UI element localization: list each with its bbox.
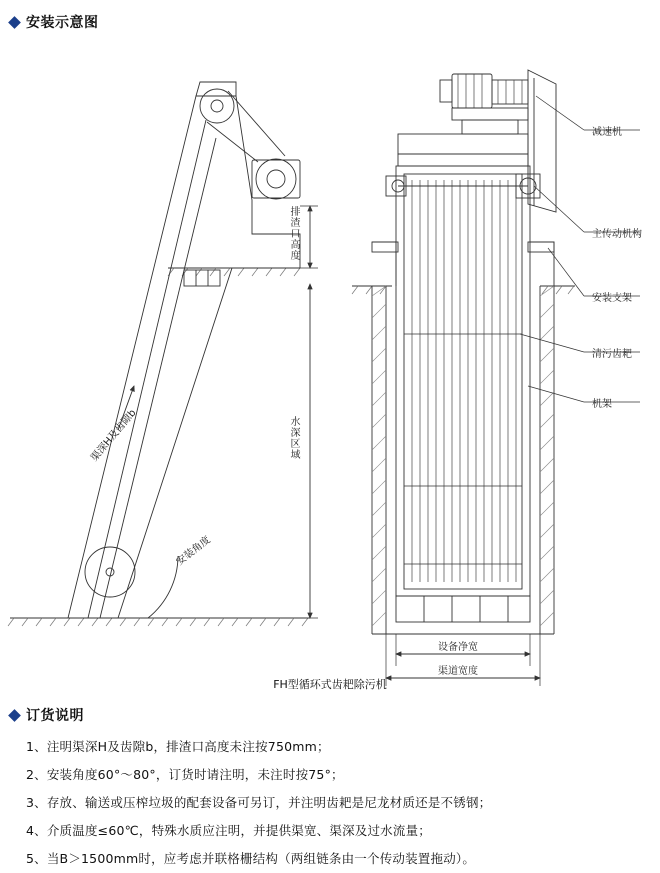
label-discharge-height: 排渣口高度: [288, 206, 299, 261]
label-install-angle: 安装角度: [174, 534, 213, 568]
list-item: 1、注明渠深H及齿隙b，排渣口高度未注按750mm；: [26, 739, 330, 754]
label-water-depth: 水深区域: [288, 416, 299, 460]
list-item: 4、介质温度≤60℃，特殊水质应注明，并提供渠宽、渠深及过水流量；: [26, 823, 431, 838]
order-notes-heading: [10, 705, 84, 725]
figure-caption: FH型循环式齿耙除污机: [273, 678, 387, 691]
install-diagram-heading: [10, 12, 99, 32]
install-diagram-title: 安装示意图: [26, 15, 99, 31]
label-equipment-width: 设备净宽: [438, 642, 478, 653]
installation-drawing: [0, 34, 660, 699]
list-item: 3、存放、输送或压榨垃圾的配套设备可另订，并注明齿耙是尼龙材质还是不锈钢；: [26, 795, 492, 810]
label-rake: 清污齿耙: [592, 349, 632, 360]
label-channel-depth: 渠深H及齿隙b: [89, 407, 139, 464]
label-main-drive: 主传动机构: [592, 229, 642, 240]
diagram-area: [0, 34, 660, 699]
diamond-bullet-icon: [8, 16, 21, 29]
label-frame: 机架: [592, 399, 612, 410]
list-item: 5、当B＞1500mm时，应考虑并联格栅结构（两组链条由一个传动装置拖动）。: [26, 851, 476, 866]
order-notes-title: 订货说明: [26, 708, 84, 724]
label-reducer: 减速机: [592, 127, 622, 138]
order-notes-list: [26, 733, 636, 873]
label-channel-width: 渠道宽度: [438, 666, 478, 677]
list-item: 2、安装角度60°～80°，订货时请注明，未注时按75°；: [26, 767, 344, 782]
label-mount-bracket: 安装支架: [592, 293, 632, 304]
diamond-bullet-icon: [8, 709, 21, 722]
